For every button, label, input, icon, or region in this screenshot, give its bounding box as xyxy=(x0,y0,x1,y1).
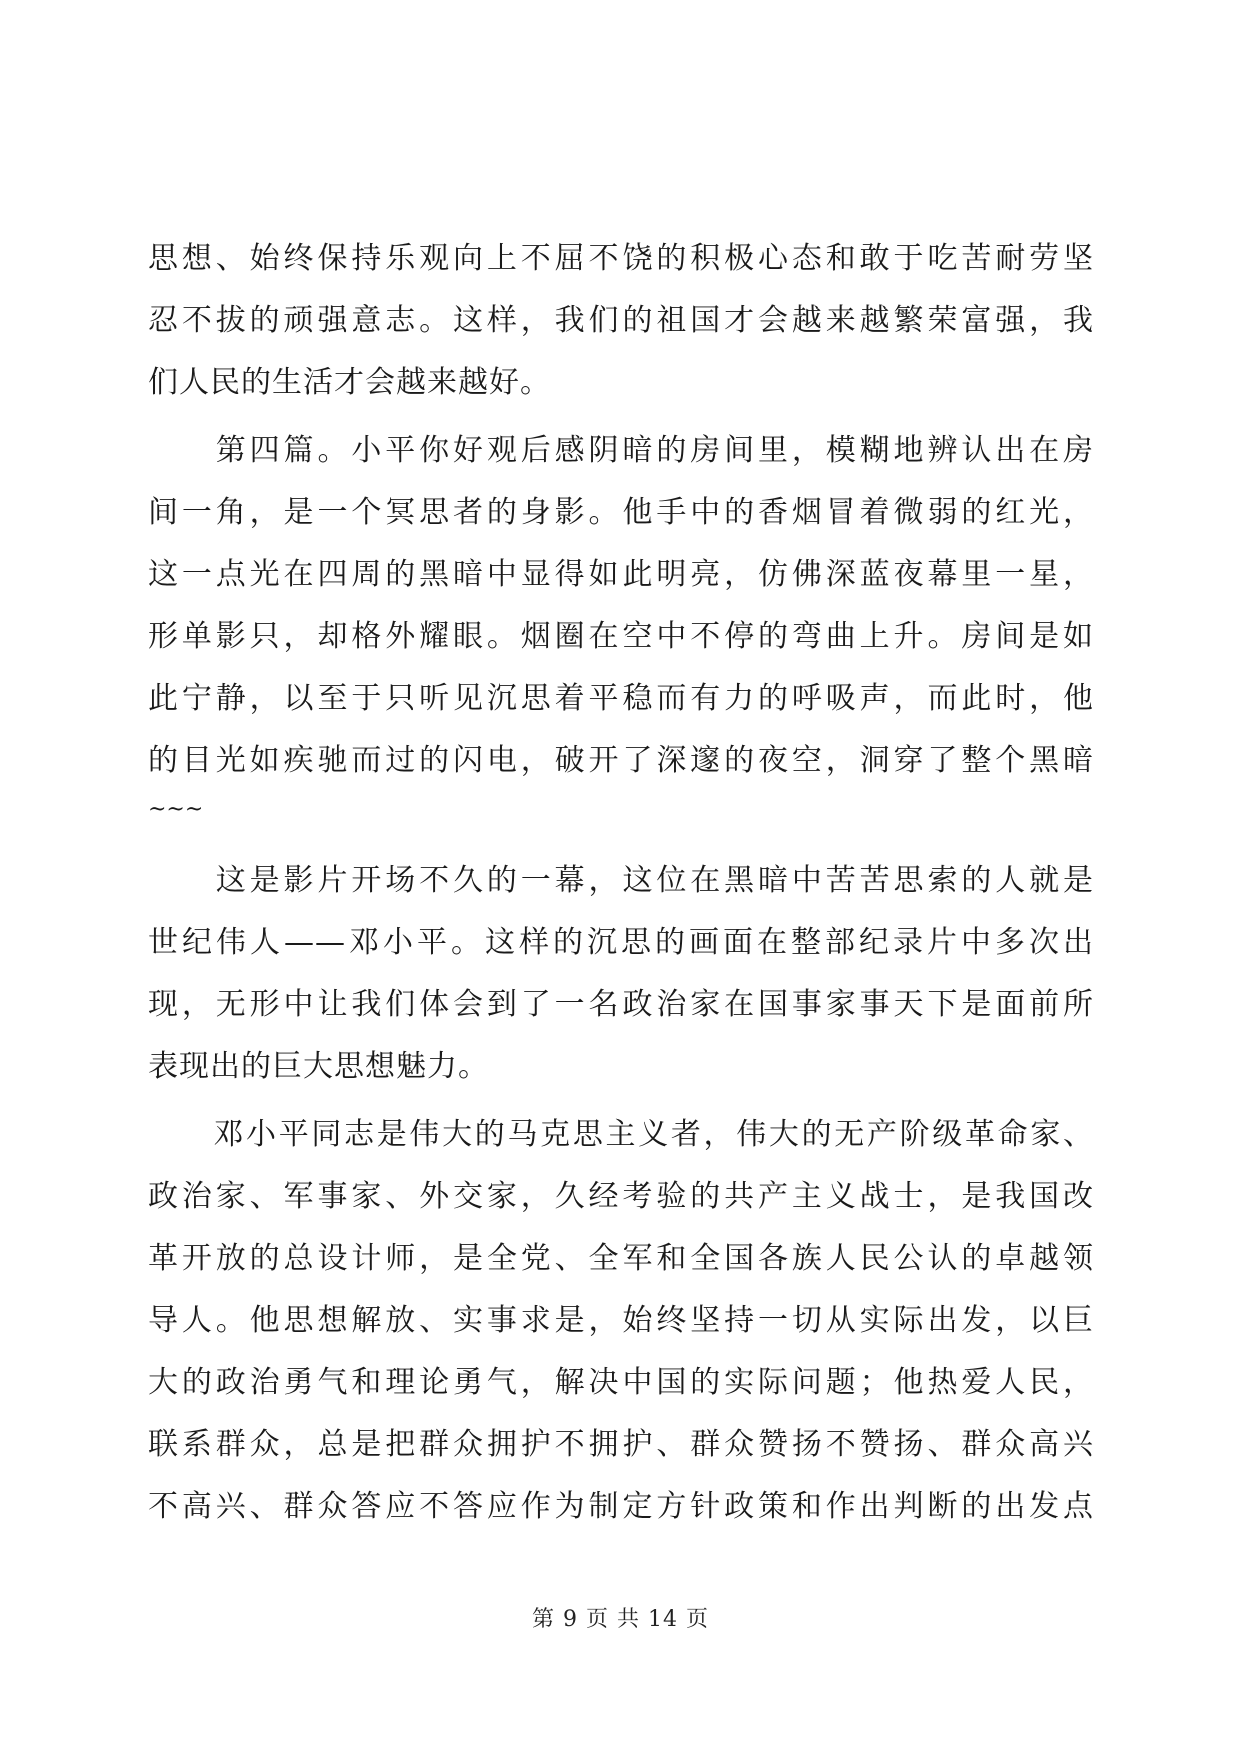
page-number-footer: 第 9 页 共 14 页 xyxy=(532,1607,709,1632)
text-line: 忍不拔的顽强意志。这样，我们的祖国才会越来越繁荣富强，我 xyxy=(148,303,1094,338)
text-line: 大的政治勇气和理论勇气，解决中国的实际问题；他热爱人民， xyxy=(148,1365,1094,1400)
text-line: 政治家、军事家、外交家，久经考验的共产主义战士，是我国改 xyxy=(148,1179,1094,1214)
text-line: 表现出的巨大思想魅力。 xyxy=(148,1049,489,1084)
text-line: 这是影片开场不久的一幕，这位在黑暗中苦苦思索的人就是 xyxy=(148,863,1094,898)
text-line: 此宁静，以至于只听见沉思着平稳而有力的呼吸声，而此时，他 xyxy=(148,681,1094,716)
text-line: 邓小平同志是伟大的马克思主义者，伟大的无产阶级革命家、 xyxy=(148,1117,1094,1152)
text-line: 联系群众，总是把群众拥护不拥护、群众赞扬不赞扬、群众高兴 xyxy=(148,1427,1094,1462)
text-line: 世纪伟人——邓小平。这样的沉思的画面在整部纪录片中多次出 xyxy=(148,925,1094,960)
text-line: 形单影只，却格外耀眼。烟圈在空中不停的弯曲上升。房间是如 xyxy=(148,619,1094,654)
text-line: 现，无形中让我们体会到了一名政治家在国事家事天下是面前所 xyxy=(148,987,1094,1022)
text-line: 间一角，是一个冥思者的身影。他手中的香烟冒着微弱的红光， xyxy=(148,495,1094,530)
text-line: 们人民的生活才会越来越好。 xyxy=(148,365,551,400)
text-line: 不高兴、群众答应不答应作为制定方针政策和作出判断的出发点 xyxy=(148,1489,1094,1524)
text-line: ~~~ xyxy=(148,797,204,822)
document-body xyxy=(148,228,1094,1538)
text-line: 第四篇。小平你好观后感阴暗的房间里，模糊地辨认出在房 xyxy=(148,433,1094,468)
text-line: 革开放的总设计师，是全党、全军和全国各族人民公认的卓越领 xyxy=(148,1241,1094,1276)
text-line: 这一点光在四周的黑暗中显得如此明亮，仿佛深蓝夜幕里一星， xyxy=(148,557,1094,592)
text-line: 思想、始终保持乐观向上不屈不饶的积极心态和敢于吃苦耐劳坚 xyxy=(148,241,1094,276)
text-line: 的目光如疾驰而过的闪电，破开了深邃的夜空，洞穿了整个黑暗 xyxy=(148,743,1094,778)
text-line: 导人。他思想解放、实事求是，始终坚持一切从实际出发，以巨 xyxy=(148,1303,1094,1338)
